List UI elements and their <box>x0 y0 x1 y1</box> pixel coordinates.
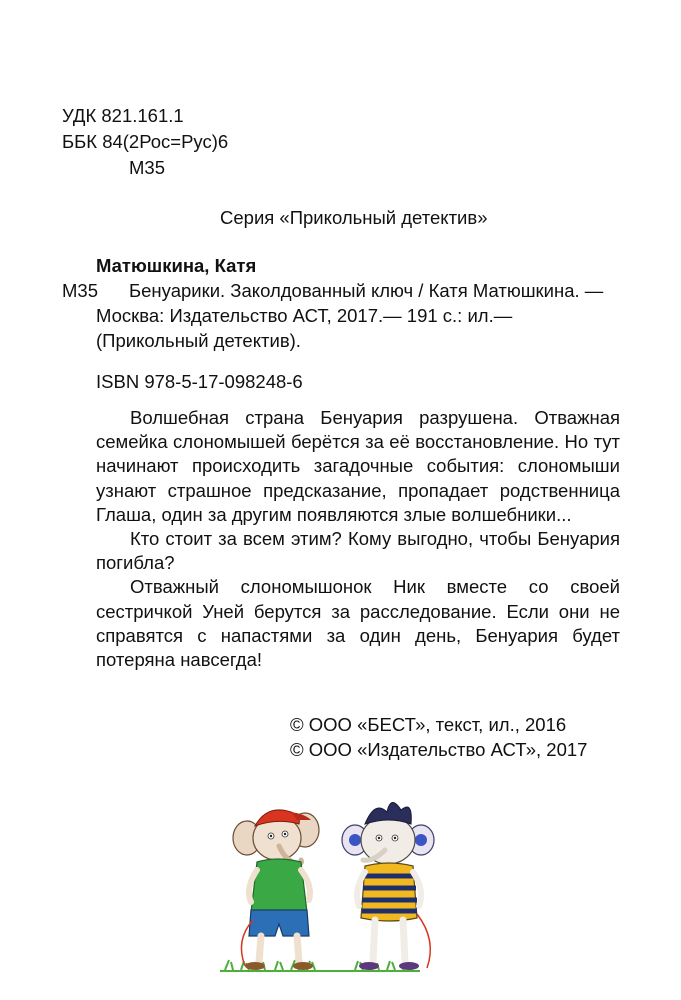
copyright-line: © ООО «Издательство АСТ», 2017 <box>290 739 588 760</box>
bib-line-2: Москва: Издательство АСТ, 2017.— 191 с.: ил.— <box>96 305 513 326</box>
character-girl <box>342 802 434 970</box>
bib-mark: М35 <box>62 280 98 301</box>
author-heading: Матюшкина, Катя <box>96 255 257 276</box>
isbn: ISBN 978-5-17-098248-6 <box>96 371 303 392</box>
annotation-paragraph: Волшебная страна Бенуария разрушена. Отважная семейка слономышей берётся за её восстановление. Но тут начинают происходить загадочные события: слономыши узнают страшное предсказание, пропадает родственница Глаша, один за другим появляются злые волшебники... <box>96 407 620 525</box>
annotation-paragraph: Отважный слономышонок Ник вместе со своей сестричкой Уней берутся за расследование. Если они не справятся с напастями за один день, Бенуария будет потеряна навсегда! <box>96 576 620 671</box>
character-boy <box>233 810 319 970</box>
illustration-elephant-mice <box>205 790 455 975</box>
author-mark: М35 <box>129 157 165 178</box>
series-title: Серия «Прикольный детектив» <box>220 207 488 228</box>
udk-code: УДК 821.161.1 <box>62 105 184 126</box>
annotation-paragraph: Кто стоит за всем этим? Кому выгодно, чтобы Бенуария погибла? <box>96 528 620 574</box>
copyright-line: © ООО «БЕСТ», текст, ил., 2016 <box>290 714 567 735</box>
bib-line-1: Бенуарики. Заколдованный ключ / Катя Матюшкина. — <box>129 280 604 301</box>
bib-line-3: (Прикольный детектив). <box>96 330 301 351</box>
bbk-code: ББК 84(2Рос=Рус)6 <box>62 131 229 152</box>
annotation <box>96 406 620 672</box>
